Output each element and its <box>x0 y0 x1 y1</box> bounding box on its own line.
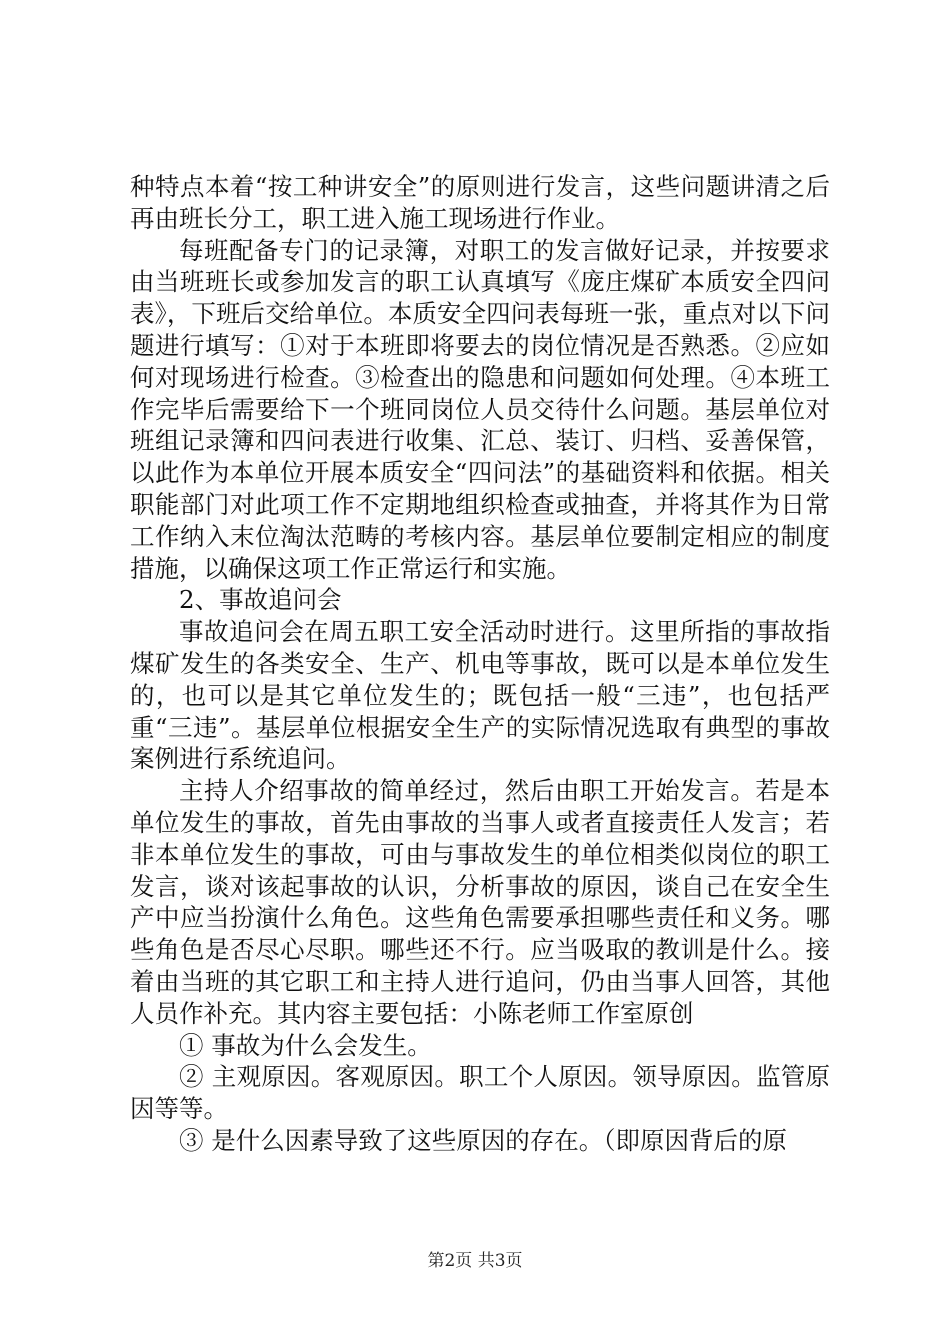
document-body <box>130 171 830 1157</box>
list-item-2: ② 主观原因。客观原因。职工个人原因。领导原因。监管原因等等。 <box>130 1062 830 1124</box>
paragraph-record-book: 每班配备专门的记录簿，对职工的发言做好记录，并按要求由当班班长或参加发言的职工认真填写《庞庄煤矿本质安全四问表》，下班后交给单位。本质安全四问表每班一张，重点对以下问题进行填写：①对于本班即将要去的岗位情况是否熟悉。②应如何对现场进行检查。③检查出的隐患和问题如何处理。④本班工作完毕后需要给下一个班同岗位人员交待什么问题。基层单位对班组记录簿和四问表进行收集、汇总、装订、归档、妥善保管，以此作为本单位开展本质安全“四问法”的基础资料和依据。相关职能部门对此项工作不定期地组织检查或抽查，并将其作为日常工作纳入末位淘汰范畴的考核内容。基层单位要制定相应的制度措施，以确保这项工作正常运行和实施。 <box>130 235 830 583</box>
paragraph-host-introduction: 主持人介绍事故的简单经过，然后由职工开始发言。若是本单位发生的事故，首先由事故的当事人或者直接责任人发言；若非本单位发生的事故，可由与事故发生的单位相类似岗位的职工发言，谈对该起事故的认识，分析事故的原因，谈自己在安全生产中应当扮演什么角色。这些角色需要承担哪些责任和义务。哪些角色是否尽心尽职。哪些还不行。应当吸取的教训是什么。接着由当班的其它职工和主持人进行追问，仍由当事人回答，其他人员作补充。其内容主要包括：小陈老师工作室原创 <box>130 776 830 1028</box>
paragraph-continuation: 种特点本着“按工种讲安全”的原则进行发言，这些问题讲清之后再由班长分工，职工进入施工现场进行作业。 <box>130 172 830 233</box>
page-footer: 第2页 共3页 <box>427 1251 523 1271</box>
section-heading-accident-inquiry: 2、事故追问会 <box>179 585 342 615</box>
list-item-1: ① 事故为什么会发生。 <box>179 1030 432 1060</box>
paragraph-inquiry-meeting: 事故追问会在周五职工安全活动时进行。这里所指的事故指煤矿发生的各类安全、生产、机电等事故，既可以是本单位发生的，也可以是其它单位发生的；既包括一般“三违”，也包括严重“三违”。基层单位根据安全生产的实际情况选取有典型的事故案例进行系统追问。 <box>130 617 830 774</box>
list-item-3: ③ 是什么因素导致了这些原因的存在。（即原因背后的原 <box>179 1125 788 1155</box>
